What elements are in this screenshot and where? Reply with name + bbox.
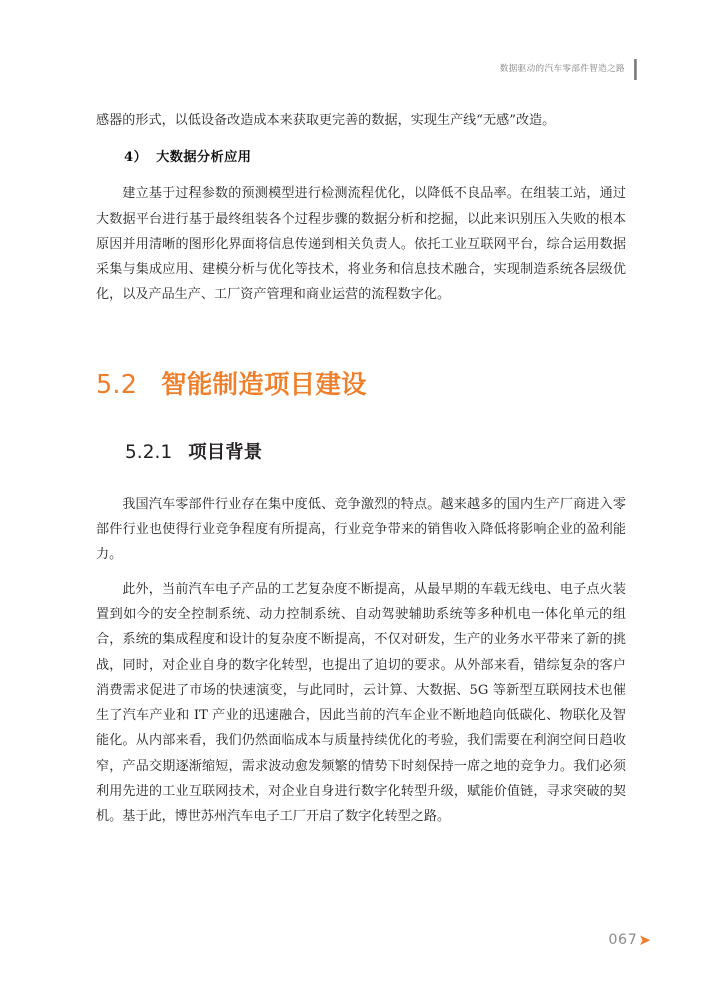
subsection-heading: [125, 440, 626, 466]
subsection-heading-title: 项目背景: [188, 441, 263, 463]
running-header: [500, 58, 637, 80]
spacer: [96, 568, 626, 577]
running-header-title: 数据驱动的汽车零部件智造之路: [499, 63, 625, 74]
paragraph-industry-background: 我国汽车零部件行业存在集中度低、竞争激烈的特点。越来越多的国内生产厂商进入零部件行业也使得行业竞争程度有所提高，行业竞争带来的销售收入降低将影响企业的盈利能力。: [96, 496, 626, 563]
vertical-rule-icon: [634, 59, 637, 80]
chevron-right-icon: ➤: [638, 930, 651, 949]
list-heading-text: 大数据分析应用: [156, 150, 252, 166]
page-number: 067: [608, 931, 638, 948]
paragraph-big-data-analysis: 建立基于过程参数的预测模型进行检测流程优化，以降低不良品率。在组装工站，通过大数据平台进行基于最终组装各个过程步骤的数据分析和挖掘，以此来识别压入失败的根本原因并用清晰的图形化界面将信息传递到相关负责人。依托工业互联网平台，综合运用数据采集与集成应用、建模分析与优化等技术，将业务和信息技术融合，实现制造系统各层级优化，以及产品生产、工厂资产管理和商业运营的流程数字化。: [96, 186, 626, 303]
list-heading: [96, 147, 626, 169]
section-heading: [96, 368, 626, 402]
paragraph-digital-transformation: 此外，当前汽车电子产品的工艺复杂度不断提高，从最早期的车载无线电、电子点火装置到如今的安全控制系统、动力控制系统、自动驾驶辅助系统等多种机电一体化单元的组合，系统的集成程度和设计的复杂度不断提高，不仅对研发，生产的业务水平带来了新的挑战，同时，对企业自身的数字化转型，也提出了迫切的要求。从外部来看，错综复杂的客户消费需求促进了市场的快速演变，与此同时，云计算、大数据、5G 等新型互联网技术也催生了汽车产业和 IT 产业的迅速融合，因此当前的汽车企业不断地趋向低碳化、物联化及智能化。从内部来看，我们仍然面临成本与质量持续优化的考验，我们需要在利润空间日趋收窄，产品交期逐渐缩短，需求波动愈发频繁的情势下时刻保持一席之地的竞争力。我们必须利用先进的工业互联网技术，对企业自身进行数字化转型升级，赋能价值链，寻求突破的契机。基于此，博世苏州汽车电子工厂开启了数字化转型之路。: [96, 581, 626, 825]
page-number-footer: [608, 930, 651, 950]
spacer: [96, 466, 626, 492]
paragraph-continuation: 感器的形式，以低设备改造成本来获取更完善的数据，实现生产线“无感”改造。: [96, 113, 556, 128]
list-heading-number: 4）: [124, 150, 148, 166]
subsection-heading-number: 5.2.1: [125, 441, 173, 463]
section-heading-number: 5.2: [96, 369, 138, 400]
section-heading-title: 智能制造项目建设: [161, 369, 367, 400]
text-column: [96, 108, 626, 830]
